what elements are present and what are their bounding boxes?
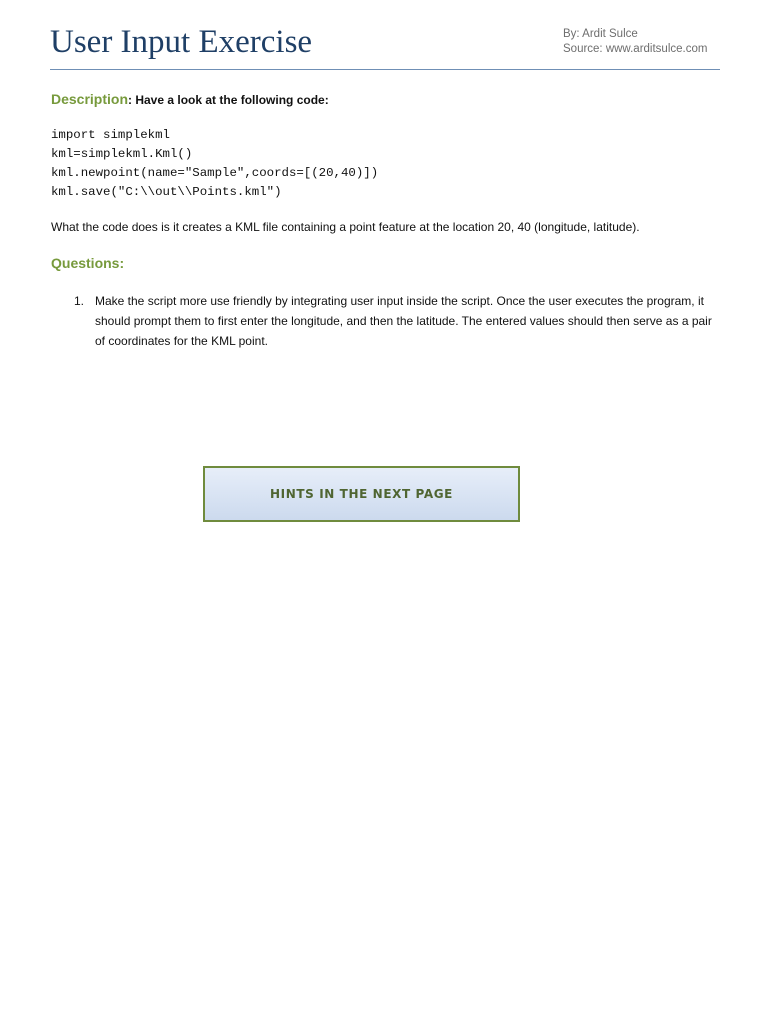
description-label: Description	[51, 91, 129, 107]
questions-heading: Questions:	[51, 255, 125, 271]
source-line: Source: www.arditsulce.com	[563, 43, 708, 55]
code-line: kml.newpoint(name="Sample",coords=[(20,40)])	[51, 166, 379, 180]
description-text: : Have a look at the following code:	[128, 93, 329, 107]
author-line: By: Ardit Sulce	[563, 28, 638, 40]
question-item	[51, 291, 718, 351]
question-text: Make the script more use friendly by integrating user input inside the script. Once the user executes the program, it should prompt them to first enter the longitude, and then the latitude. The entered values should then serve as a pair of coordinates for the KML point.	[95, 294, 712, 348]
document-header	[50, 22, 720, 70]
code-line: kml.save("C:\\out\\Points.kml")	[51, 185, 282, 199]
code-line: import simplekml	[51, 128, 170, 142]
explanation-paragraph: What the code does is it creates a KML file containing a point feature at the location 20, 40 (longitude, latitude).	[51, 220, 640, 234]
code-line: kml=simplekml.Kml()	[51, 147, 193, 161]
document-title: User Input Exercise	[50, 24, 313, 60]
code-block	[51, 126, 378, 202]
question-number: 1.	[74, 294, 85, 308]
hints-label: HINTS IN THE NEXT PAGE	[270, 487, 453, 501]
description-line	[51, 91, 329, 107]
author-info	[563, 27, 723, 57]
hints-box	[203, 466, 520, 522]
question-list	[51, 291, 718, 351]
